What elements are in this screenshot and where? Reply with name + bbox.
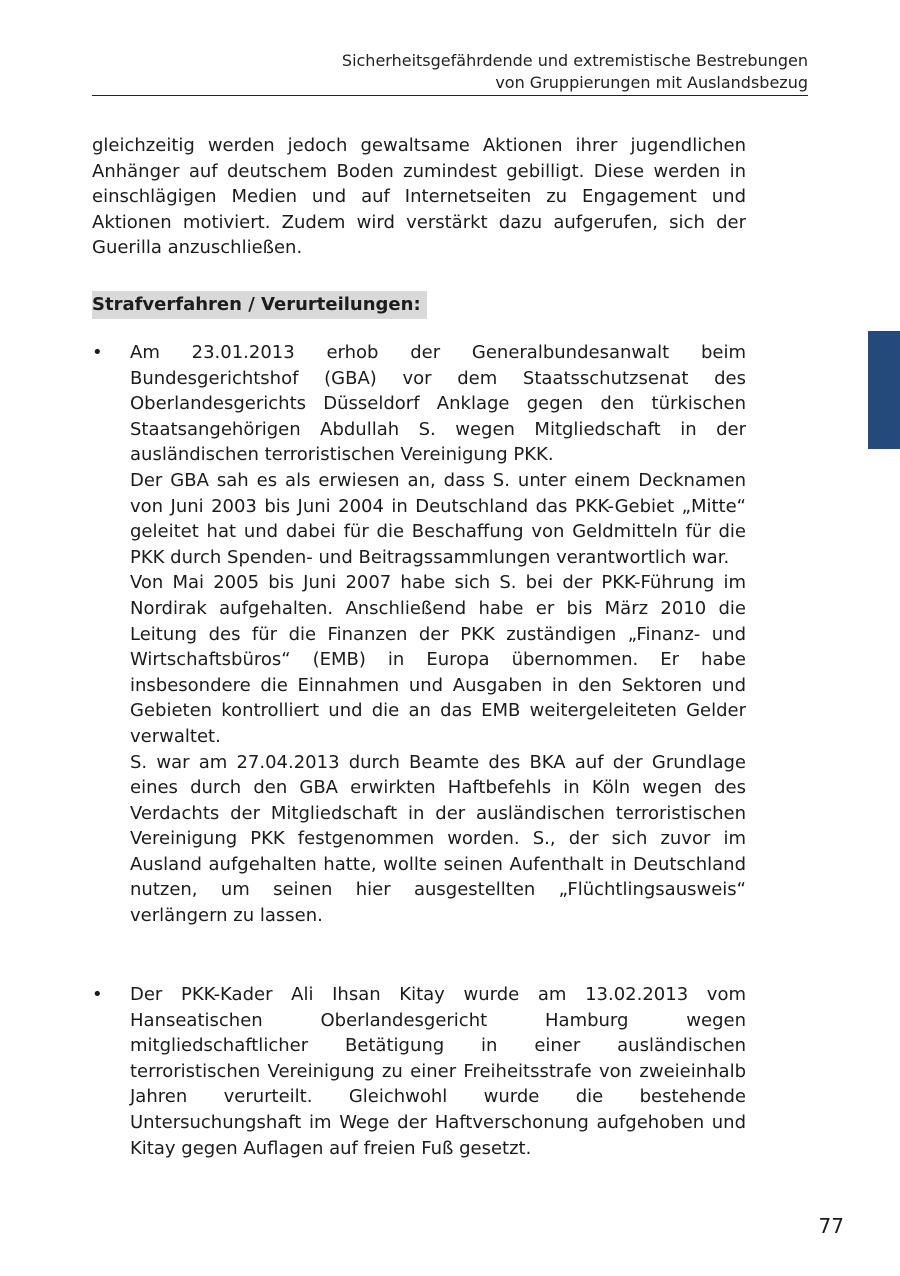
bullet-paragraph: Am 23.01.2013 erhob der Generalbundesanwalt beim Bundesgerichtshof (GBA) vor dem Staatsschutzsenat des Oberlandesgerichts Düsseldorf Anklage gegen den türkischen Staatsangehörigen Abdullah S. wegen Mitgliedschaft in der ausländischen terroristischen Vereinigung PKK.	[130, 342, 746, 466]
intro-paragraph: gleichzeitig werden jedoch gewaltsame Aktionen ihrer jugendlichen Anhänger auf deutschem Boden zumindest gebilligt. Diese werden in einschlägigen Medien und auf Internetseiten zu Engagement und Aktionen motiviert. Zudem wird verstärkt dazu aufgerufen, sich der Guerilla anzuschließen.	[92, 135, 746, 259]
running-header-line-1: Sicherheitsgefährdende und extremistische Bestrebungen	[341, 51, 808, 70]
header-rule	[92, 95, 808, 96]
bullet-icon: •	[92, 984, 103, 1005]
bullet-paragraph: S. war am 27.04.2013 durch Beamte des BKA auf der Grundlage eines durch den GBA erwirkten Haftbefehls in Köln wegen des Verdachts der Mitgliedschaft in der ausländischen terroristischen Vereinigung PKK festgenommen worden. S., der sich zuvor im Ausland aufgehalten hatte, wollte seinen Aufenthalt in Deutschland nutzen, um seinen hier ausgestellten „Flüchtlingsausweis“ verlängern zu lassen.	[130, 751, 746, 927]
running-header-line-2: von Gruppierungen mit Auslandsbezug	[495, 73, 808, 92]
bullet-paragraph: Der GBA sah es als erwiesen an, dass S. unter einem Decknamen von Juni 2003 bis Juni 2004 in Deutschland das PKK-Gebiet „Mitte“ geleitet hat und dabei für die Beschaffung von Geldmitteln für die PKK durch Spenden- und Beitragssammlungen verantwortlich war.	[130, 469, 746, 568]
bullet-body	[130, 982, 746, 1161]
bullet-body	[130, 340, 746, 929]
running-header	[92, 50, 808, 94]
bullet-paragraph: Von Mai 2005 bis Juni 2007 habe sich S. bei der PKK-Führung im Nordirak aufgehalten. Anschließend habe er bis März 2010 die Leitung des für die Finanzen der PKK zuständigen „Finanz- und Wirtschaftsbüros“ (EMB) in Europa übernommen. Er habe insbesondere die Einnahmen und Ausgaben in den Sektoren und Gebieten kontrolliert und die an das EMB weitergeleiteten Gelder verwaltet.	[130, 572, 746, 747]
page-number: 77	[818, 1214, 844, 1238]
section-heading: Strafverfahren / Verurteilungen:	[92, 291, 427, 319]
chapter-tab-marker	[868, 331, 900, 449]
bullet-icon: •	[92, 342, 103, 363]
bullet-paragraph: Der PKK-Kader Ali Ihsan Kitay wurde am 13.02.2013 vom Hanseatischen Oberlandesgericht Hamburg wegen mitgliedschaftlicher Betätigung in einer ausländischen terroristischen Vereinigung zu einer Freiheitsstrafe von zweieinhalb Jahren verurteilt. Gleichwohl wurde die bestehende Untersuchungshaft im Wege der Haftverschonung aufgehoben und Kitay gegen Auflagen auf freien Fuß gesetzt.	[130, 984, 746, 1159]
